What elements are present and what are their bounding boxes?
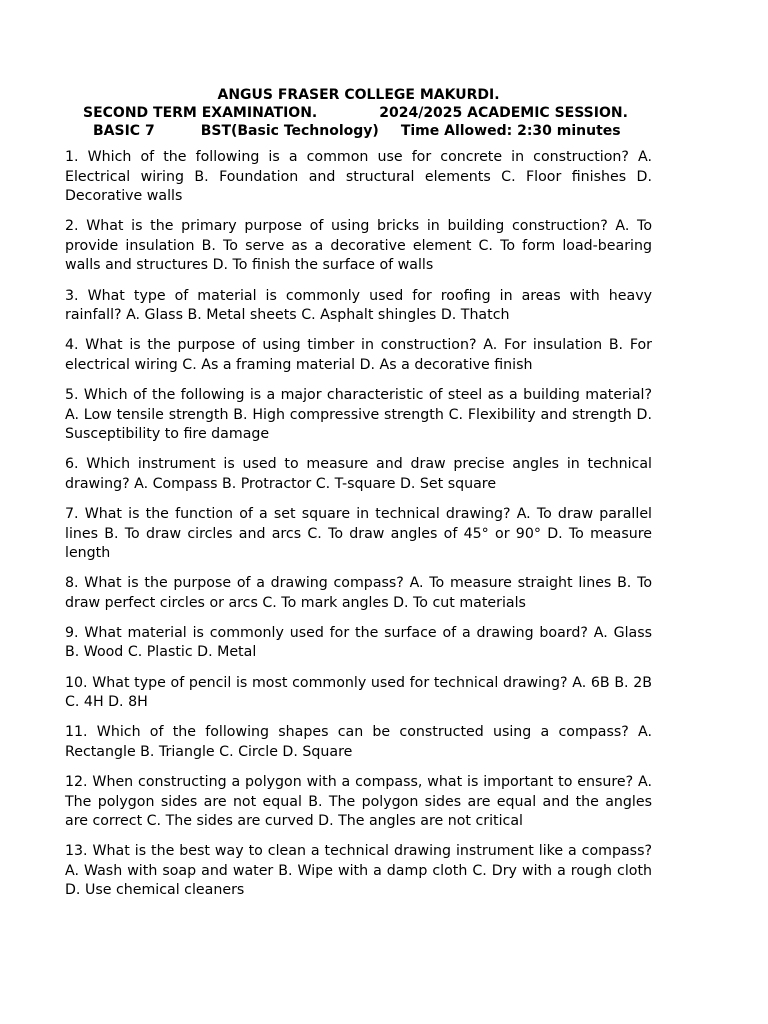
academic-session: 2024/2025 ACADEMIC SESSION.: [379, 105, 628, 121]
question-6: 6. Which instrument is used to measure and draw precise angles in technical drawing? A. Compass B. Protractor C. T-square D. Set square: [65, 456, 652, 492]
question-3: 3. What type of material is commonly used for roofing in areas with heavy rainfall? A. Glass B. Metal sheets C. Asphalt shingles D. Thatch: [65, 287, 652, 324]
class-name: BASIC 7: [93, 123, 155, 139]
class-line: [65, 122, 652, 140]
exam-page: [65, 86, 652, 912]
school-name: ANGUS FRASER COLLEGE MAKURDI.: [217, 87, 500, 103]
question-12: 12. When constructing a polygon with a compass, what is important to ensure? A. The polygon sides are not equal B. The polygon sides are equal and the angles are correct C. The sides are curved D. The angles are not critical: [65, 773, 652, 830]
question-10: 10. What type of pencil is most commonly used for technical drawing? A. 6B B. 2B C. 4H D. 8H: [65, 674, 652, 711]
question-2: 2. What is the primary purpose of using bricks in building construction? A. To provide insulation B. To serve as a decorative element C. To form load-bearing walls and structures D. To finish the surface of walls: [65, 218, 652, 274]
question-9: 9. What material is commonly used for the surface of a drawing board? A. Glass B. Wood C. Plastic D. Metal: [65, 624, 652, 661]
question-11: 11. Which of the following shapes can be constructed using a compass? A. Rectangle B. Triangle C. Circle D. Square: [65, 724, 652, 760]
question-4: 4. What is the purpose of using timber in construction? A. For insulation B. For electrical wiring C. As a framing material D. As a decorative finish: [65, 337, 652, 373]
question-8: 8. What is the purpose of a drawing compass? A. To measure straight lines B. To draw perfect circles or arcs C. To mark angles D. To cut materials: [65, 575, 652, 611]
question-7: 7. What is the function of a set square in technical drawing? A. To draw parallel lines B. To draw circles and arcs C. To draw angles of 45° or 90° D. To measure length: [65, 505, 652, 562]
question-1: 1. Which of the following is a common use for concrete in construction? A. Electrical wiring B. Foundation and structural elements C. Floor finishes D. Decorative walls: [65, 149, 652, 205]
exam-line: [65, 104, 652, 122]
question-list: [65, 148, 652, 901]
exam-header: [65, 86, 652, 140]
time-allowed: Time Allowed: 2:30 minutes: [400, 123, 621, 139]
question-13: 13. What is the best way to clean a technical drawing instrument like a compass? A. Wash with soap and water B. Wipe with a damp cloth C. Dry with a rough cloth D. Use chemical cleaners: [65, 843, 652, 899]
question-5: 5. Which of the following is a major characteristic of steel as a building material? A. Low tensile strength B. High compressive strength C. Flexibility and strength D. Susceptibility to fire damage: [65, 386, 652, 443]
exam-title: SECOND TERM EXAMINATION.: [83, 105, 318, 121]
subject-name: BST(Basic Technology): [200, 123, 379, 139]
